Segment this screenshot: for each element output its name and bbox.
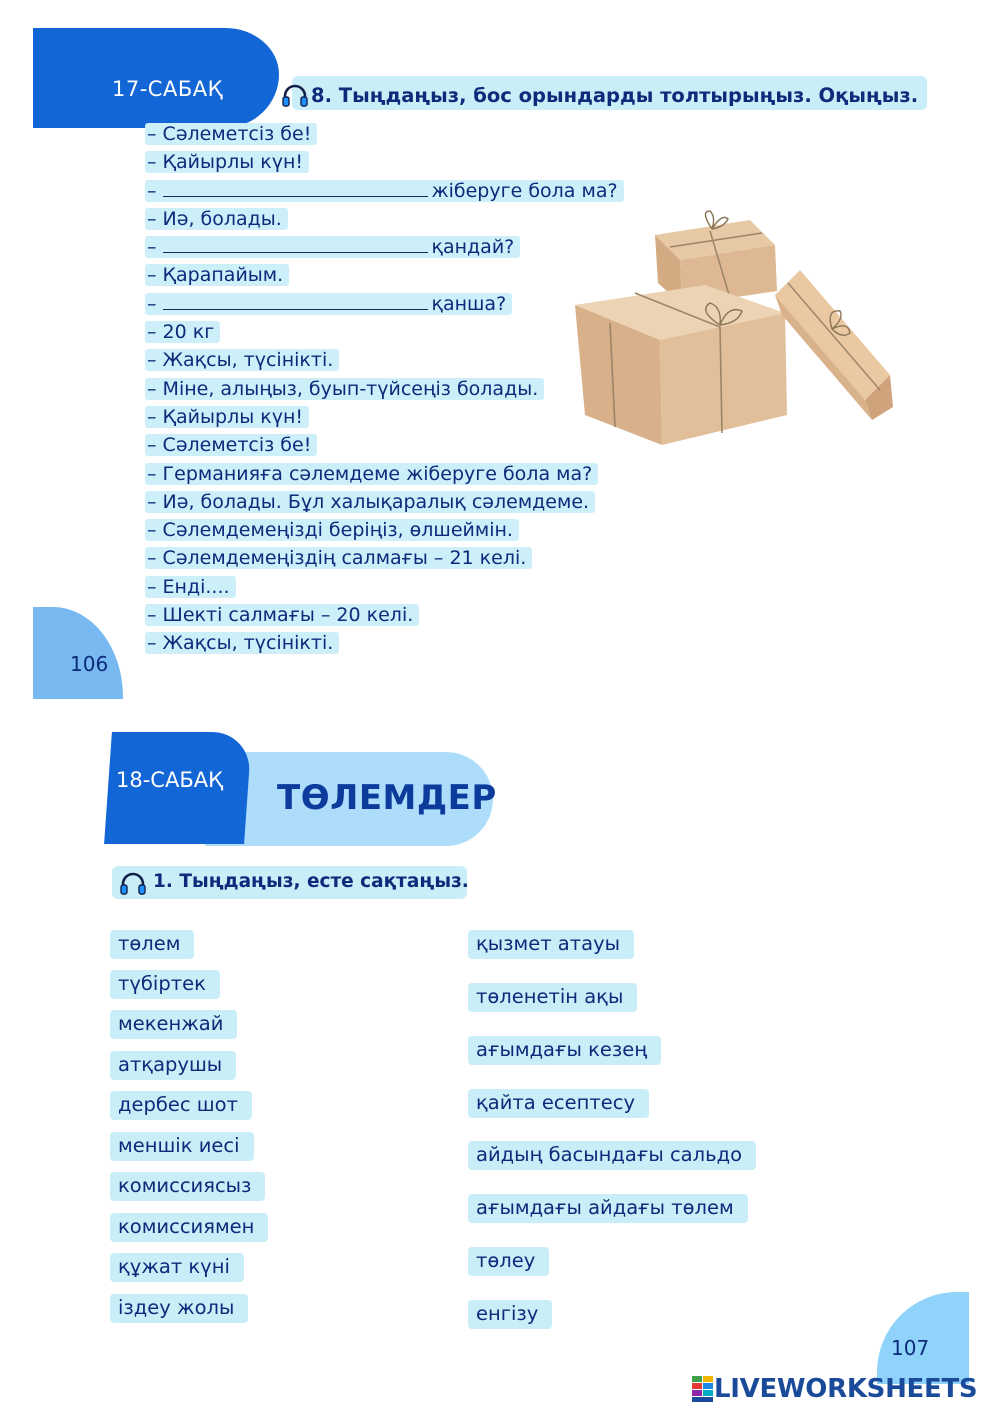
dialogue-line-text: Сәлеметсіз бе! bbox=[162, 123, 312, 145]
dialogue-line-text: Германияға сәлемдеме жіберуге бола ма? bbox=[162, 462, 593, 485]
dialogue-line-text: Шекті салмағы – 20 келі. bbox=[162, 604, 414, 627]
vocab-item: төлем bbox=[110, 930, 194, 959]
dialogue-dash: – bbox=[147, 236, 157, 259]
lesson18-label: 18-САБАҚ bbox=[116, 768, 224, 792]
dialogue-dash: – bbox=[147, 292, 157, 315]
dialogue-text bbox=[145, 378, 544, 400]
dialogue-dash: – bbox=[147, 179, 157, 202]
vocab-item: ағымдағы кезең bbox=[468, 1036, 661, 1065]
dialogue-dash: – bbox=[147, 321, 157, 344]
dialogue-line-text: Міне, алыңыз, буып-түйсеңіз болады. bbox=[162, 377, 539, 400]
dialogue-line bbox=[145, 148, 665, 176]
dialogue-line-text: Иә, болады. Бұл халықаралық сәлемдеме. bbox=[162, 490, 590, 513]
vocab-item: енгізу bbox=[468, 1300, 552, 1329]
vocab-item: комиссиясыз bbox=[110, 1172, 265, 1201]
dialogue-line-text: қандай? bbox=[431, 236, 515, 259]
lesson17-label: 17-САБАҚ bbox=[112, 77, 224, 101]
dialogue-text bbox=[145, 463, 598, 485]
dialogue-line bbox=[145, 544, 665, 572]
page-number: 106 bbox=[70, 652, 109, 676]
dialogue-line-text: Қайырлы күн! bbox=[162, 151, 304, 174]
dialogue-line-text: жіберуге бола ма? bbox=[431, 179, 618, 202]
dialogue-line bbox=[145, 460, 665, 488]
dialogue-text bbox=[145, 208, 288, 230]
dialogue-text bbox=[145, 151, 309, 173]
dialogue-dash: – bbox=[147, 264, 157, 287]
dialogue-line bbox=[145, 573, 665, 601]
liveworksheets-logo-icon bbox=[692, 1376, 714, 1402]
dialogue-text bbox=[145, 264, 289, 286]
dialogue-line-text: Енді.... bbox=[162, 575, 230, 598]
liveworksheets-logo[interactable] bbox=[692, 1374, 977, 1404]
dialogue-dash: – bbox=[147, 123, 157, 145]
dialogue-line bbox=[145, 120, 665, 148]
dialogue-line-text: Қарапайым. bbox=[162, 264, 284, 287]
vocab-item: комиссиямен bbox=[110, 1213, 268, 1242]
dialogue-dash: – bbox=[147, 434, 157, 457]
task1-title: 1. Тыңдаңыз, есте сақтаңыз. bbox=[153, 871, 469, 892]
dialogue-text bbox=[145, 632, 339, 654]
headphones-icon bbox=[281, 84, 309, 108]
vocab-item: іздеу жолы bbox=[110, 1294, 248, 1323]
dialogue-dash: – bbox=[147, 519, 157, 542]
dialogue-line-text: Сәлемдемеңіздің салмағы – 21 келі. bbox=[162, 547, 527, 570]
dialogue-line-text: Жақсы, түсінікті. bbox=[162, 632, 334, 655]
dialogue-text bbox=[145, 406, 309, 428]
dialogue-dash: – bbox=[147, 377, 157, 400]
vocab-item: төлеу bbox=[468, 1247, 549, 1276]
dialogue-dash: – bbox=[147, 547, 157, 570]
dialogue-line-text: қанша? bbox=[431, 292, 507, 315]
vocab-item: құжат күні bbox=[110, 1253, 244, 1282]
dialogue-line-text: Қайырлы күн! bbox=[162, 405, 304, 428]
dialogue-text bbox=[145, 123, 317, 145]
vocab-item: мекенжай bbox=[110, 1010, 237, 1039]
vocab-item: меншік иесі bbox=[110, 1132, 254, 1161]
dialogue-text bbox=[145, 293, 512, 315]
dialogue-text bbox=[145, 604, 419, 626]
dialogue-line-text: Иә, болады. bbox=[162, 207, 282, 230]
task8-title: 8. Тыңдаңыз, бос орындарды толтырыңыз. Оқыңыз. bbox=[311, 84, 919, 107]
dialogue-dash: – bbox=[147, 575, 157, 598]
dialogue-text bbox=[145, 349, 339, 371]
dialogue-line-text: 20 кг bbox=[162, 321, 215, 344]
vocab-item: төленетін ақы bbox=[468, 983, 637, 1012]
dialogue-text bbox=[145, 236, 520, 258]
vocab-item: дербес шот bbox=[110, 1091, 252, 1120]
vocab-item: атқарушы bbox=[110, 1051, 236, 1080]
dialogue-text bbox=[145, 576, 236, 598]
vocab-item: қайта есептесу bbox=[468, 1089, 649, 1118]
dialogue-line bbox=[145, 629, 665, 657]
vocab-item: қызмет атауы bbox=[468, 930, 634, 959]
dialogue-dash: – bbox=[147, 405, 157, 428]
fill-in-blank[interactable] bbox=[163, 291, 428, 310]
fill-in-blank[interactable] bbox=[163, 178, 428, 197]
vocab-item: түбіртек bbox=[110, 970, 220, 999]
parcels-illustration bbox=[570, 205, 895, 450]
dialogue-line bbox=[145, 177, 665, 205]
dialogue-text bbox=[145, 491, 595, 513]
dialogue-line bbox=[145, 601, 665, 629]
dialogue-line bbox=[145, 516, 665, 544]
dialogue-text bbox=[145, 434, 317, 456]
dialogue-line bbox=[145, 488, 665, 516]
dialogue-text bbox=[145, 180, 624, 202]
dialogue-text bbox=[145, 547, 532, 569]
dialogue-dash: – bbox=[147, 632, 157, 655]
dialogue-text bbox=[145, 321, 220, 343]
page-number: 107 bbox=[891, 1336, 930, 1360]
dialogue-text bbox=[145, 519, 519, 541]
dialogue-line-text: Сәлемдемеңізді беріңіз, өлшеймін. bbox=[162, 519, 513, 542]
dialogue-line-text: Жақсы, түсінікті. bbox=[162, 349, 334, 372]
dialogue-dash: – bbox=[147, 207, 157, 230]
dialogue-dash: – bbox=[147, 462, 157, 485]
fill-in-blank[interactable] bbox=[163, 234, 428, 253]
lesson18-title: ТӨЛЕМДЕР bbox=[277, 778, 497, 818]
vocab-item: ағымдағы айдағы төлем bbox=[468, 1194, 748, 1223]
dialogue-dash: – bbox=[147, 604, 157, 627]
dialogue-dash: – bbox=[147, 490, 157, 513]
dialogue-line-text: Сәлеметсіз бе! bbox=[162, 434, 312, 457]
vocab-item: айдың басындағы сальдо bbox=[468, 1141, 756, 1170]
headphones-icon bbox=[119, 872, 147, 896]
dialogue-dash: – bbox=[147, 151, 157, 174]
dialogue-dash: – bbox=[147, 349, 157, 372]
watermark-text: LIVEWORKSHEETS bbox=[714, 1374, 978, 1404]
